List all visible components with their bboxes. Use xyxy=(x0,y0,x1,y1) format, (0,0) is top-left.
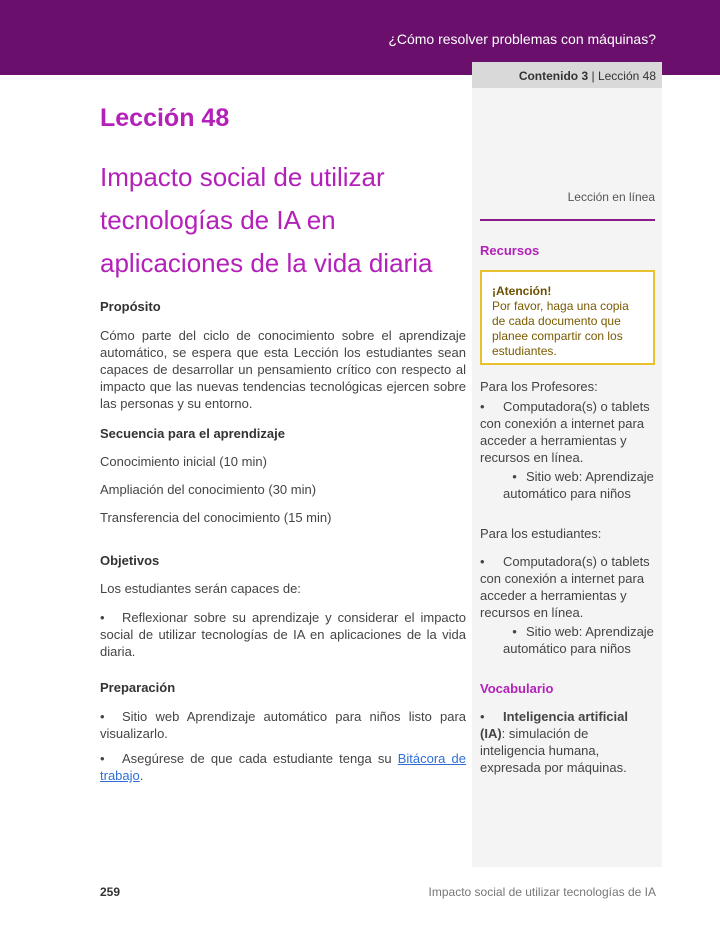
profesores-subitem xyxy=(503,468,663,502)
lesson-title xyxy=(100,156,466,285)
online-lesson-label: Lección en línea xyxy=(567,190,655,204)
preparacion-heading: Preparación xyxy=(100,680,176,695)
bullet-icon: • xyxy=(480,399,485,414)
footer-title: Impacto social de utilizar tecnologías de IA xyxy=(428,885,656,899)
lesson-title-line: Impacto social de utilizar xyxy=(100,162,385,192)
vocab-definition: : simulación de inteligencia humana, expresada por máquinas. xyxy=(480,726,627,775)
lesson-number: Lección 48 xyxy=(100,104,230,132)
header-title: ¿Cómo resolver problemas con máquinas? xyxy=(388,31,656,47)
objetivos-intro: Los estudiantes serán capaces de: xyxy=(100,581,301,596)
estudiantes-label: Para los estudiantes: xyxy=(480,526,602,541)
estudiantes-item-text: Computadora(s) o tablets con conexión a internet para acceder a herramientas y recursos en línea. xyxy=(480,554,650,620)
bullet-icon: • xyxy=(512,624,517,639)
profesores-label: Para los Profesores: xyxy=(480,379,598,394)
lesson-title-line: tecnologías de IA en xyxy=(100,205,336,235)
objetivos-heading: Objetivos xyxy=(100,553,160,568)
bullet-icon: • xyxy=(100,610,105,625)
proposito-heading: Propósito xyxy=(100,299,161,314)
preparacion-item xyxy=(100,750,466,784)
lesson-title-line: aplicaciones de la vida diaria xyxy=(100,248,433,278)
objetivos-item-text: Reflexionar sobre su aprendizaje y considerar el impacto social de utilizar tecnologías de IA en aplicaciones de la vida diaria. xyxy=(100,610,466,659)
contenido-label: Contenido 3 xyxy=(518,69,589,83)
profesores-item xyxy=(480,398,655,466)
estudiantes-item xyxy=(480,553,655,621)
secuencia-item: Ampliación del conocimiento (30 min) xyxy=(100,482,317,497)
preparacion-item-text: Sitio web Aprendizaje automático para niños listo para visualizarlo. xyxy=(100,709,466,741)
attention-title: ¡Atención! xyxy=(492,284,552,298)
profesores-subitem-text: Sitio web: Aprendizaje automático para niños xyxy=(503,469,654,501)
profesores-item-text: Computadora(s) o tablets con conexión a internet para acceder a herramientas y recursos en línea. xyxy=(480,399,650,465)
bullet-icon: • xyxy=(100,709,105,724)
leccion-label: Lección 48 xyxy=(597,69,656,83)
bullet-icon: • xyxy=(480,554,485,569)
attention-text: Por favor, haga una copia de cada documento que planee compartir con los estudiantes. xyxy=(492,299,629,358)
vocab-term: Inteligencia artificial (IA) xyxy=(480,709,628,741)
divider xyxy=(480,219,655,221)
secuencia-item: Transferencia del conocimiento (15 min) xyxy=(100,510,332,525)
bullet-icon: • xyxy=(480,709,485,724)
sidebar-header xyxy=(472,62,662,88)
estudiantes-subitem-text: Sitio web: Aprendizaje automático para niños xyxy=(503,624,654,656)
page-number: 259 xyxy=(100,885,121,899)
secuencia-heading: Secuencia para el aprendizaje xyxy=(100,426,285,441)
preparacion-item xyxy=(100,708,466,742)
bullet-icon: • xyxy=(512,469,517,484)
separator: | xyxy=(591,69,595,83)
recursos-heading: Recursos xyxy=(480,243,540,258)
preparacion-item-end: . xyxy=(139,768,144,783)
proposito-text: Cómo parte del ciclo de conocimiento sobre el aprendizaje automático, se espera que esta Lección los estudiantes sean capaces de desarrollar un pensamiento crítico con respecto al impacto que las nuevas tendencias tecnológicas ejercen sobre las personas y su entorno. xyxy=(100,328,466,411)
bullet-icon: • xyxy=(100,751,105,766)
vocab-item xyxy=(480,708,655,776)
preparacion-item-text: Asegúrese de que cada estudiante tenga su xyxy=(122,751,398,766)
objetivos-item xyxy=(100,609,466,660)
estudiantes-subitem xyxy=(503,623,663,657)
attention-box xyxy=(480,270,655,365)
bitacora-link[interactable]: Bitácora de trabajo xyxy=(100,751,467,783)
vocabulario-heading: Vocabulario xyxy=(480,681,554,696)
secuencia-item: Conocimiento inicial (10 min) xyxy=(100,454,267,469)
